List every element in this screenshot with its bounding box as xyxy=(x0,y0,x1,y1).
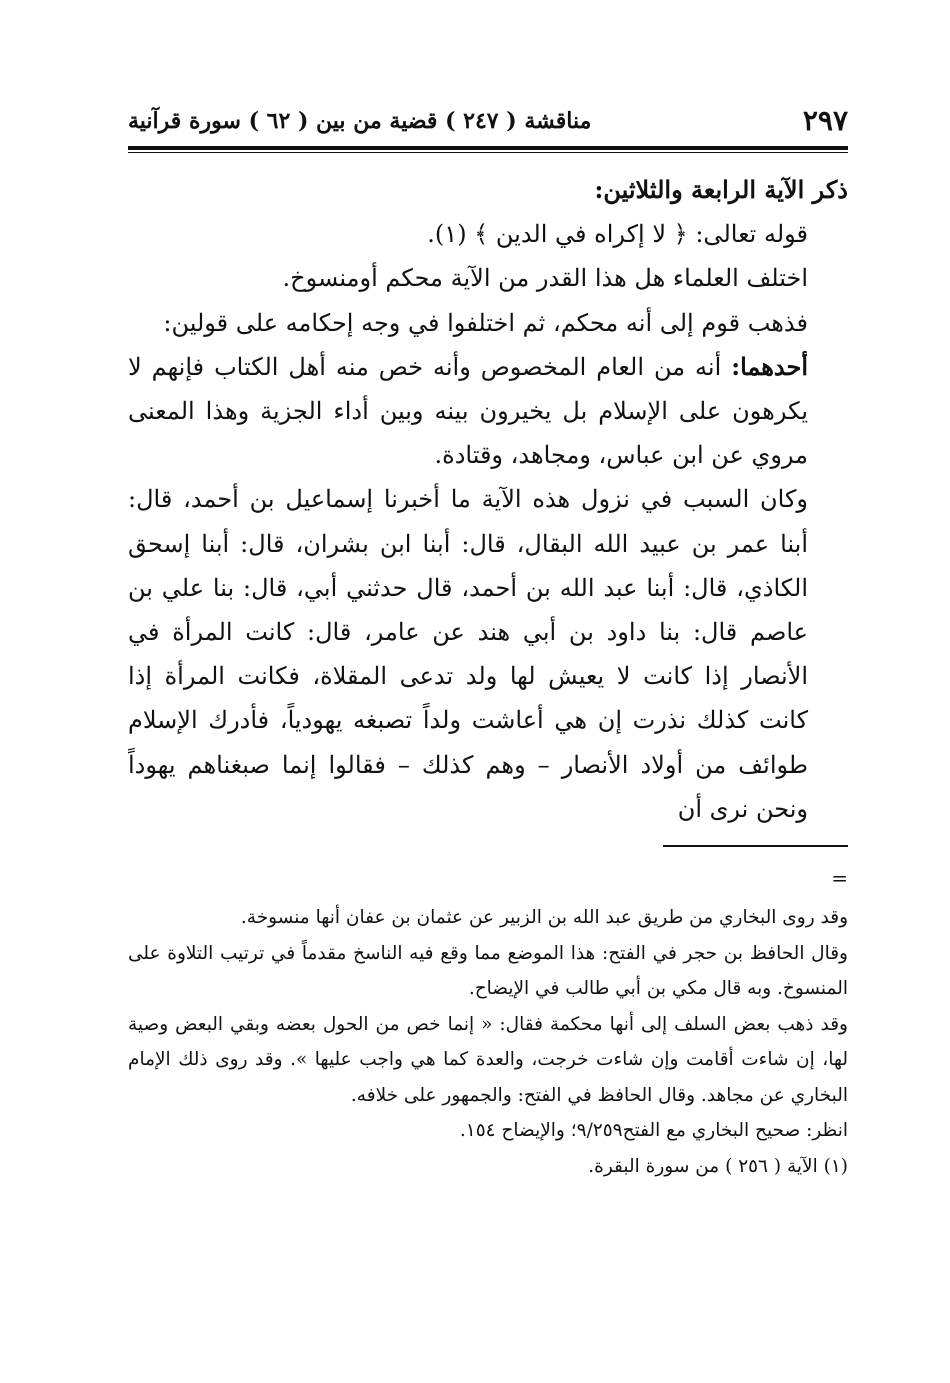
page-header xyxy=(128,104,848,144)
header-rule-thick xyxy=(128,146,848,150)
running-title: مناقشة ( ٢٤٧ ) قضية من بين ( ٦٢ ) سورة قرآنية xyxy=(128,108,592,134)
footnote-line-2: وقال الحافظ بن حجر في الفتح: هذا الموضع مما وقع فيه الناسخ مقدماً في ترتيب التلاوة على المنسوخ. وبه قال مكي بن أبي طالب في الإيضاح. xyxy=(128,942,848,999)
footnote-separator xyxy=(663,845,848,847)
header-rule-thin xyxy=(128,152,848,153)
paragraph-1: اختلف العلماء هل هذا القدر من الآية محكم أومنسوخ. xyxy=(282,264,808,293)
paragraph-3-text: أنه من العام المخصوص وأنه خص منه أهل الكتاب فإنهم لا يكرهون على الإسلام بل يخيرون بينه وبين أداء الجزية وهذا المعنى مروي عن ابن عباس، ومجاهد، وقتادة. xyxy=(128,352,809,470)
footnotes xyxy=(128,900,848,1184)
paragraph-3 xyxy=(128,345,848,478)
section-heading: ذكر الآية الرابعة والثلاثين: xyxy=(594,175,848,204)
quranic-quote: قوله تعالى: ﴿ لا إكراه في الدين ﴾ (١). xyxy=(427,220,808,249)
footnote-line-4: انظر: صحيح البخاري مع الفتح٩/٢٥٩؛ والإيضاح ١٥٤. xyxy=(459,1120,848,1141)
paragraph-3-lead: أحدهما: xyxy=(731,351,809,381)
paragraph-4: وكان السبب في نزول هذه الآية ما أخبرنا إسماعيل بن أحمد، قال: أبنا عمر بن عبيد الله البقال، قال: أبنا ابن بشران، قال: أبنا إسحق الكاذي، قال: أبنا عبد الله بن أحمد، قال حدثني أبي، قال: بنا علي بن عاصم قال: بنا داود بن أبي هند عن عامر، قال: كانت المرأة في الأنصار إذا كانت لا يعيش لها ولد تدعى المقلاة، فكانت المرأة إذا كانت كذلك نذرت إن هي أعاشت ولداً تصبغه يهودياً، فأدرك الإسلام طوائف من أولاد الأنصار – وهم كذلك – فقالوا إنما صبغناهم يهوداً ونحن نرى أن xyxy=(128,485,808,823)
footnote-line-1: وقد روى البخاري من طريق عبد الله بن الزبير عن عثمان بن عفان أنها منسوخة. xyxy=(240,907,848,928)
main-text xyxy=(128,168,848,831)
paragraph-2: فذهب قوم إلى أنه محكم، ثم اختلفوا في وجه إحكامه على قولين: xyxy=(163,308,808,337)
footnote-1: (١) الآية ( ٢٥٦ ) من سورة البقرة. xyxy=(588,1155,848,1177)
page-number: ٢٩٧ xyxy=(802,104,848,137)
footnote-continuation-mark: = xyxy=(831,866,848,890)
footnote-line-3: وقد ذهب بعض السلف إلى أنها محكمة فقال: « إنما خص من الحول بعضه وبقي البعض وصية لها، إن شاءت أقامت وإن شاءت خرجت، والعدة كما هي واجب عليها ». وقد روى ذلك الإمام البخاري عن مجاهد. وقال الحافظ في الفتح: والجمهور على خلافه. xyxy=(128,1013,848,1106)
